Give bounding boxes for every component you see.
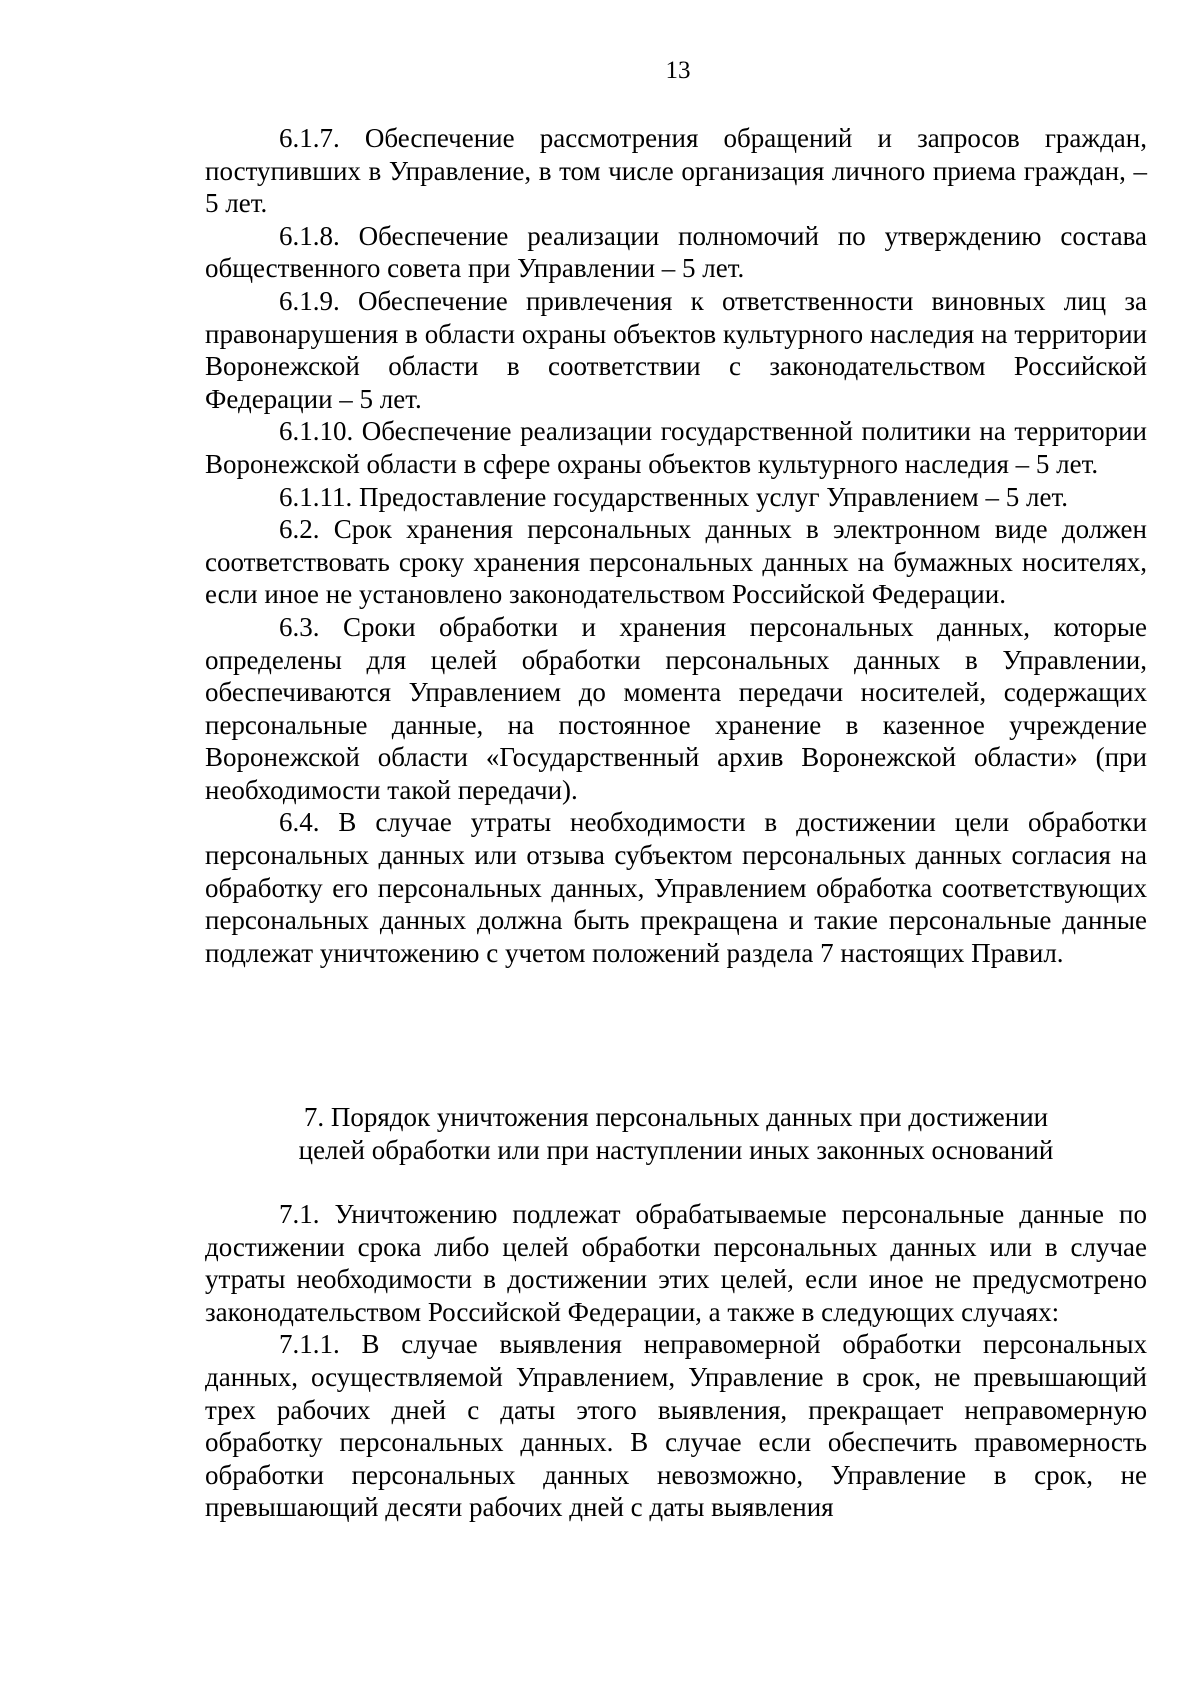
paragraph-6-1-9: 6.1.9. Обеспечение привлечения к ответственности виновных лиц за правонарушения в области охраны объектов культурного наследия на территории Воронежской области в соответствии с законодательством Российской Федерации – 5 лет.: [205, 285, 1147, 414]
paragraph-6-1-11: 6.1.11. Предоставление государственных услуг Управлением – 5 лет.: [279, 481, 1068, 512]
paragraph-6-1-7: 6.1.7. Обеспечение рассмотрения обращений и запросов граждан, поступивших в Управление, в том числе организация личного приема граждан, – 5 лет.: [205, 123, 1147, 219]
document-body-upper: [205, 122, 1147, 969]
paragraph-7-1: 7.1. Уничтожению подлежат обрабатываемые персональные данные по достижении срока либо целей обработки персональных данных или в случае утраты необходимости в достижении этих целей, если иное не предусмотрено законодательством Российской Федерации, а также в следующих случаях:: [205, 1199, 1147, 1327]
paragraph-7-1-1: 7.1.1. В случае выявления неправомерной обработки персональных данных, осуществляемой Управлением, Управление в срок, не превышающий трех рабочих дней с даты этого выявления, прекращает неправомерную обработку персональных данных. В случае если обеспечить правомерность обработки персональных данных невозможно, Управление в срок, не превышающий десяти рабочих дней с даты выявления: [205, 1329, 1147, 1523]
section-heading: [205, 1101, 1147, 1166]
section-heading-line-1: 7. Порядок уничтожения персональных данных при достижении: [303, 1102, 1049, 1132]
paragraph-6-2: 6.2. Срок хранения персональных данных в электронном виде должен соответствовать сроку хранения персональных данных на бумажных носителях, если иное не установлено законодательством Российской Федерации.: [205, 514, 1147, 610]
page-number: 13: [665, 57, 691, 84]
document-body-lower: [205, 1198, 1147, 1524]
paragraph-6-3: 6.3. Сроки обработки и хранения персональных данных, которые определены для целей обработки персональных данных в Управлении, обеспечиваются Управлением до момента передачи носителей, содержащих персональные данные, на постоянное хранение в казенное учреждение Воронежской области «Государственный архив Воронежской области» (при необходимости такой передачи).: [205, 611, 1147, 805]
paragraph-6-1-8: 6.1.8. Обеспечение реализации полномочий по утверждению состава общественного совета при Управлении – 5 лет.: [205, 220, 1147, 284]
paragraph-6-4: 6.4. В случае утраты необходимости в достижении цели обработки персональных данных или отзыва субъектом персональных данных согласия на обработку его персональных данных, Управлением обработка соответствующих персональных данных должна быть прекращена и такие персональные данные подлежат уничтожению с учетом положений раздела 7 настоящих Правил.: [205, 807, 1147, 968]
paragraph-6-1-10: 6.1.10. Обеспечение реализации государственной политики на территории Воронежской области в сфере охраны объектов культурного наследия – 5 лет.: [205, 416, 1147, 479]
section-heading-line-2: целей обработки или при наступлении иных законных оснований: [298, 1134, 1054, 1165]
